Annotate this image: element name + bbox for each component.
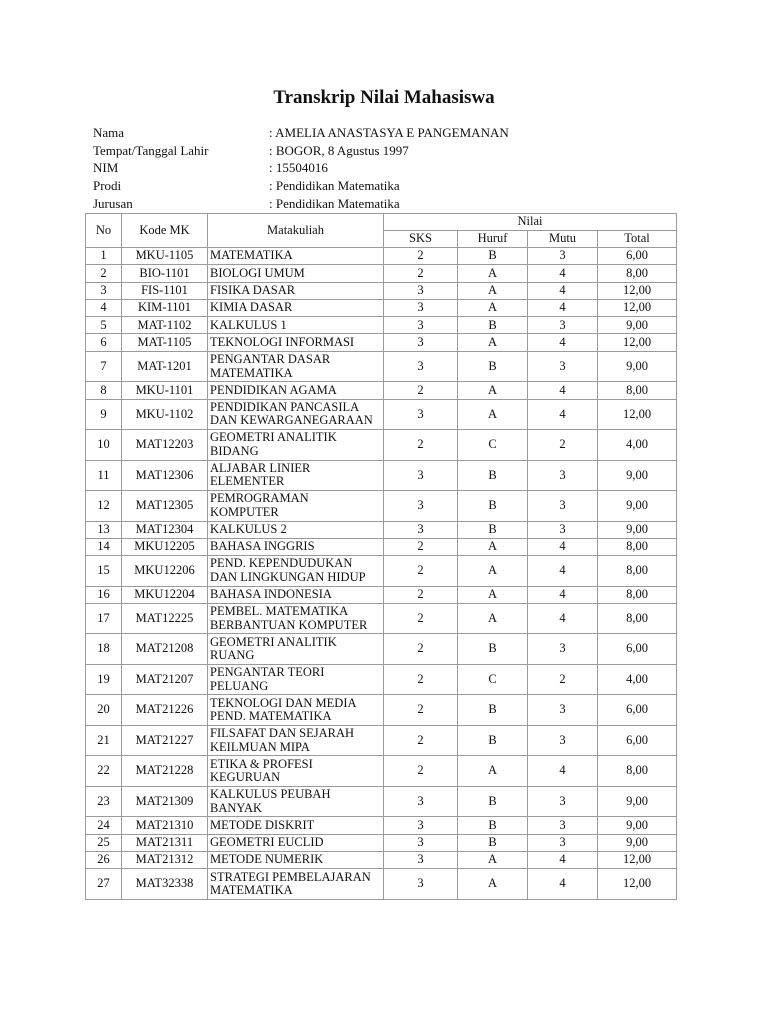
cell-huruf: A bbox=[458, 852, 528, 869]
header-total: Total bbox=[598, 231, 677, 248]
cell-total: 6,00 bbox=[598, 725, 677, 756]
cell-no: 13 bbox=[86, 521, 122, 538]
cell-matakuliah bbox=[208, 382, 384, 399]
table-row bbox=[86, 282, 677, 299]
info-value: : Pendidikan Matematika bbox=[269, 178, 400, 194]
info-label: Nama bbox=[93, 125, 125, 141]
cell-huruf: A bbox=[458, 334, 528, 351]
cell-sks: 2 bbox=[384, 756, 458, 787]
table-row bbox=[86, 556, 677, 587]
matakuliah-line: PEND. KEPENDUDUKAN bbox=[210, 556, 353, 571]
cell-no: 26 bbox=[86, 852, 122, 869]
cell-no: 18 bbox=[86, 634, 122, 665]
cell-mutu: 3 bbox=[528, 817, 598, 834]
table-row bbox=[86, 634, 677, 665]
matakuliah-line: STRATEGI PEMBELAJARAN bbox=[210, 869, 371, 884]
matakuliah-line: KALKULUS 2 bbox=[210, 521, 287, 536]
cell-total: 8,00 bbox=[598, 265, 677, 282]
cell-sks: 3 bbox=[384, 351, 458, 382]
table-row bbox=[86, 351, 677, 382]
student-info bbox=[93, 124, 509, 212]
table-row bbox=[86, 317, 677, 334]
cell-mutu: 4 bbox=[528, 586, 598, 603]
cell-matakuliah bbox=[208, 538, 384, 555]
cell-kode-mk: MAT21227 bbox=[122, 725, 208, 756]
cell-kode-mk: FIS-1101 bbox=[122, 282, 208, 299]
cell-mutu: 4 bbox=[528, 334, 598, 351]
cell-no: 19 bbox=[86, 664, 122, 695]
cell-no: 2 bbox=[86, 265, 122, 282]
cell-mutu: 3 bbox=[528, 317, 598, 334]
matakuliah-line: GEOMETRI ANALITIK bbox=[210, 430, 337, 445]
cell-huruf: B bbox=[458, 317, 528, 334]
cell-sks: 3 bbox=[384, 334, 458, 351]
matakuliah-line: GEOMETRI EUCLID bbox=[210, 835, 324, 850]
matakuliah-line: PEMBEL. MATEMATIKA bbox=[210, 604, 349, 619]
cell-huruf: A bbox=[458, 382, 528, 399]
matakuliah-line: BIOLOGI UMUM bbox=[210, 265, 305, 280]
cell-matakuliah bbox=[208, 521, 384, 538]
cell-total: 12,00 bbox=[598, 869, 677, 900]
cell-kode-mk: MAT21312 bbox=[122, 852, 208, 869]
cell-kode-mk: MAT21311 bbox=[122, 834, 208, 851]
cell-total: 9,00 bbox=[598, 491, 677, 522]
cell-kode-mk: MAT-1105 bbox=[122, 334, 208, 351]
cell-matakuliah bbox=[208, 399, 384, 430]
cell-total: 8,00 bbox=[598, 556, 677, 587]
cell-kode-mk: MKU-1101 bbox=[122, 382, 208, 399]
cell-mutu: 3 bbox=[528, 248, 598, 265]
cell-matakuliah bbox=[208, 664, 384, 695]
cell-no: 25 bbox=[86, 834, 122, 851]
table-row bbox=[86, 430, 677, 461]
cell-total: 9,00 bbox=[598, 786, 677, 817]
matakuliah-line: TEKNOLOGI INFORMASI bbox=[210, 334, 355, 349]
cell-mutu: 4 bbox=[528, 399, 598, 430]
matakuliah-line: ETIKA & PROFESI bbox=[210, 756, 313, 771]
cell-kode-mk: MKU-1105 bbox=[122, 248, 208, 265]
matakuliah-line: PEND. MATEMATIKA bbox=[210, 709, 332, 724]
cell-sks: 2 bbox=[384, 695, 458, 726]
cell-total: 12,00 bbox=[598, 334, 677, 351]
cell-total: 4,00 bbox=[598, 430, 677, 461]
cell-total: 9,00 bbox=[598, 817, 677, 834]
table-row bbox=[86, 725, 677, 756]
table-row bbox=[86, 491, 677, 522]
cell-mutu: 4 bbox=[528, 282, 598, 299]
cell-huruf: B bbox=[458, 521, 528, 538]
cell-no: 22 bbox=[86, 756, 122, 787]
cell-matakuliah bbox=[208, 282, 384, 299]
grades-table-body bbox=[86, 248, 677, 900]
matakuliah-line: PELUANG bbox=[210, 678, 269, 693]
matakuliah-line: KEGURUAN bbox=[210, 770, 281, 785]
table-row bbox=[86, 834, 677, 851]
cell-no: 27 bbox=[86, 869, 122, 900]
cell-sks: 3 bbox=[384, 299, 458, 316]
table-row bbox=[86, 756, 677, 787]
cell-total: 6,00 bbox=[598, 695, 677, 726]
table-row bbox=[86, 852, 677, 869]
cell-no: 14 bbox=[86, 538, 122, 555]
cell-sks: 2 bbox=[384, 725, 458, 756]
header-kode-mk: Kode MK bbox=[122, 214, 208, 248]
matakuliah-line: BANYAK bbox=[210, 800, 263, 815]
cell-sks: 3 bbox=[384, 834, 458, 851]
cell-mutu: 3 bbox=[528, 491, 598, 522]
cell-matakuliah bbox=[208, 299, 384, 316]
cell-mutu: 4 bbox=[528, 538, 598, 555]
table-row bbox=[86, 521, 677, 538]
table-row bbox=[86, 382, 677, 399]
cell-sks: 3 bbox=[384, 317, 458, 334]
cell-no: 8 bbox=[86, 382, 122, 399]
cell-matakuliah bbox=[208, 852, 384, 869]
cell-huruf: A bbox=[458, 299, 528, 316]
cell-total: 9,00 bbox=[598, 834, 677, 851]
cell-no: 6 bbox=[86, 334, 122, 351]
cell-matakuliah bbox=[208, 317, 384, 334]
cell-kode-mk: MAT21208 bbox=[122, 634, 208, 665]
cell-sks: 2 bbox=[384, 603, 458, 634]
cell-kode-mk: MAT21207 bbox=[122, 664, 208, 695]
cell-matakuliah bbox=[208, 634, 384, 665]
cell-no: 24 bbox=[86, 817, 122, 834]
cell-total: 8,00 bbox=[598, 603, 677, 634]
matakuliah-line: RUANG bbox=[210, 648, 255, 663]
cell-sks: 3 bbox=[384, 852, 458, 869]
cell-matakuliah bbox=[208, 817, 384, 834]
table-row bbox=[86, 334, 677, 351]
cell-total: 9,00 bbox=[598, 521, 677, 538]
header-huruf: Huruf bbox=[458, 231, 528, 248]
matakuliah-line: DAN KEWARGANEGARAAN bbox=[210, 413, 373, 428]
info-label: NIM bbox=[93, 160, 119, 176]
table-row bbox=[86, 265, 677, 282]
matakuliah-line: GEOMETRI ANALITIK bbox=[210, 634, 337, 649]
matakuliah-line: KIMIA DASAR bbox=[210, 300, 293, 315]
matakuliah-line: KALKULUS PEUBAH bbox=[210, 787, 331, 802]
table-row bbox=[86, 817, 677, 834]
cell-mutu: 3 bbox=[528, 521, 598, 538]
cell-sks: 3 bbox=[384, 817, 458, 834]
matakuliah-line: FILSAFAT DAN SEJARAH bbox=[210, 726, 355, 741]
cell-huruf: A bbox=[458, 556, 528, 587]
matakuliah-line: MATEMATIKA bbox=[210, 248, 293, 263]
cell-huruf: A bbox=[458, 538, 528, 555]
cell-matakuliah bbox=[208, 586, 384, 603]
cell-matakuliah bbox=[208, 248, 384, 265]
cell-mutu: 4 bbox=[528, 382, 598, 399]
cell-kode-mk: MAT21226 bbox=[122, 695, 208, 726]
cell-no: 21 bbox=[86, 725, 122, 756]
cell-huruf: A bbox=[458, 265, 528, 282]
cell-kode-mk: MAT21310 bbox=[122, 817, 208, 834]
matakuliah-line: TEKNOLOGI DAN MEDIA bbox=[210, 695, 357, 710]
info-value: : Pendidikan Matematika bbox=[269, 195, 400, 211]
cell-sks: 3 bbox=[384, 869, 458, 900]
table-row bbox=[86, 248, 677, 265]
matakuliah-line: PEMROGRAMAN bbox=[210, 491, 309, 506]
cell-sks: 2 bbox=[384, 664, 458, 695]
cell-mutu: 2 bbox=[528, 430, 598, 461]
cell-matakuliah bbox=[208, 725, 384, 756]
cell-total: 8,00 bbox=[598, 382, 677, 399]
cell-total: 12,00 bbox=[598, 399, 677, 430]
matakuliah-line: BERBANTUAN KOMPUTER bbox=[210, 617, 368, 632]
table-row bbox=[86, 603, 677, 634]
matakuliah-line: BAHASA INDONESIA bbox=[210, 587, 332, 602]
cell-kode-mk: MAT12225 bbox=[122, 603, 208, 634]
cell-matakuliah bbox=[208, 460, 384, 491]
cell-kode-mk: MAT-1102 bbox=[122, 317, 208, 334]
cell-matakuliah bbox=[208, 334, 384, 351]
cell-sks: 2 bbox=[384, 634, 458, 665]
table-row bbox=[86, 460, 677, 491]
matakuliah-line: BAHASA INGGRIS bbox=[210, 539, 315, 554]
cell-total: 4,00 bbox=[598, 664, 677, 695]
cell-huruf: B bbox=[458, 725, 528, 756]
matakuliah-line: ELEMENTER bbox=[210, 474, 285, 489]
cell-huruf: B bbox=[458, 817, 528, 834]
cell-total: 9,00 bbox=[598, 317, 677, 334]
cell-mutu: 3 bbox=[528, 695, 598, 726]
cell-matakuliah bbox=[208, 491, 384, 522]
info-label: Jurusan bbox=[93, 195, 133, 211]
cell-sks: 3 bbox=[384, 399, 458, 430]
cell-no: 12 bbox=[86, 491, 122, 522]
matakuliah-line: KOMPUTER bbox=[210, 504, 279, 519]
cell-huruf: B bbox=[458, 351, 528, 382]
info-value: : 15504016 bbox=[269, 160, 328, 176]
info-row-tempat-tanggal-lahir bbox=[93, 142, 509, 160]
grades-table bbox=[85, 213, 677, 900]
matakuliah-line: PENDIDIKAN AGAMA bbox=[210, 382, 337, 397]
cell-huruf: B bbox=[458, 491, 528, 522]
matakuliah-line: PENGANTAR TEORI bbox=[210, 665, 325, 680]
cell-no: 7 bbox=[86, 351, 122, 382]
cell-huruf: B bbox=[458, 695, 528, 726]
cell-huruf: A bbox=[458, 586, 528, 603]
matakuliah-line: METODE DISKRIT bbox=[210, 817, 315, 832]
cell-no: 10 bbox=[86, 430, 122, 461]
info-label: Prodi bbox=[93, 178, 122, 194]
cell-sks: 2 bbox=[384, 586, 458, 603]
table-row bbox=[86, 869, 677, 900]
cell-no: 5 bbox=[86, 317, 122, 334]
table-row bbox=[86, 586, 677, 603]
cell-no: 16 bbox=[86, 586, 122, 603]
cell-no: 1 bbox=[86, 248, 122, 265]
cell-huruf: B bbox=[458, 248, 528, 265]
cell-sks: 2 bbox=[384, 248, 458, 265]
cell-matakuliah bbox=[208, 834, 384, 851]
cell-mutu: 3 bbox=[528, 834, 598, 851]
matakuliah-line: DAN LINGKUNGAN HIDUP bbox=[210, 569, 366, 584]
matakuliah-line: KALKULUS 1 bbox=[210, 317, 287, 332]
cell-kode-mk: MAT12203 bbox=[122, 430, 208, 461]
cell-kode-mk: MAT12306 bbox=[122, 460, 208, 491]
cell-no: 17 bbox=[86, 603, 122, 634]
cell-mutu: 4 bbox=[528, 852, 598, 869]
cell-kode-mk: MKU-1102 bbox=[122, 399, 208, 430]
cell-no: 9 bbox=[86, 399, 122, 430]
cell-kode-mk: MAT21228 bbox=[122, 756, 208, 787]
cell-total: 8,00 bbox=[598, 756, 677, 787]
info-row-prodi bbox=[93, 177, 509, 195]
header-row bbox=[86, 214, 677, 231]
cell-sks: 3 bbox=[384, 521, 458, 538]
cell-huruf: B bbox=[458, 786, 528, 817]
cell-matakuliah bbox=[208, 265, 384, 282]
info-value: : AMELIA ANASTASYA E PANGEMANAN bbox=[269, 125, 509, 141]
cell-total: 6,00 bbox=[598, 248, 677, 265]
cell-sks: 2 bbox=[384, 265, 458, 282]
cell-mutu: 4 bbox=[528, 869, 598, 900]
cell-matakuliah bbox=[208, 786, 384, 817]
info-row-jurusan bbox=[93, 194, 509, 212]
cell-huruf: C bbox=[458, 430, 528, 461]
cell-matakuliah bbox=[208, 603, 384, 634]
cell-total: 9,00 bbox=[598, 460, 677, 491]
cell-mutu: 3 bbox=[528, 634, 598, 665]
cell-huruf: B bbox=[458, 634, 528, 665]
table-row bbox=[86, 538, 677, 555]
matakuliah-line: KEILMUAN MIPA bbox=[210, 739, 310, 754]
cell-mutu: 3 bbox=[528, 351, 598, 382]
header-no: No bbox=[86, 214, 122, 248]
cell-huruf: B bbox=[458, 834, 528, 851]
cell-sks: 2 bbox=[384, 430, 458, 461]
table-row bbox=[86, 695, 677, 726]
cell-matakuliah bbox=[208, 430, 384, 461]
table-row bbox=[86, 664, 677, 695]
cell-sks: 3 bbox=[384, 786, 458, 817]
info-label: Tempat/Tanggal Lahir bbox=[93, 142, 209, 158]
cell-total: 6,00 bbox=[598, 634, 677, 665]
cell-huruf: A bbox=[458, 603, 528, 634]
matakuliah-line: FISIKA DASAR bbox=[210, 282, 296, 297]
cell-mutu: 4 bbox=[528, 299, 598, 316]
cell-no: 4 bbox=[86, 299, 122, 316]
cell-matakuliah bbox=[208, 869, 384, 900]
cell-no: 23 bbox=[86, 786, 122, 817]
cell-kode-mk: MKU12204 bbox=[122, 586, 208, 603]
info-row-nama bbox=[93, 124, 509, 142]
cell-huruf: B bbox=[458, 460, 528, 491]
cell-no: 20 bbox=[86, 695, 122, 726]
cell-huruf: A bbox=[458, 756, 528, 787]
cell-huruf: C bbox=[458, 664, 528, 695]
cell-no: 11 bbox=[86, 460, 122, 491]
cell-sks: 2 bbox=[384, 538, 458, 555]
table-row bbox=[86, 786, 677, 817]
cell-mutu: 4 bbox=[528, 603, 598, 634]
header-sks: SKS bbox=[384, 231, 458, 248]
cell-kode-mk: MAT12305 bbox=[122, 491, 208, 522]
matakuliah-line: MATEMATIKA bbox=[210, 365, 293, 380]
cell-mutu: 4 bbox=[528, 265, 598, 282]
cell-sks: 2 bbox=[384, 556, 458, 587]
cell-mutu: 4 bbox=[528, 556, 598, 587]
info-value: : BOGOR, 8 Agustus 1997 bbox=[269, 142, 409, 158]
cell-no: 15 bbox=[86, 556, 122, 587]
cell-no: 3 bbox=[86, 282, 122, 299]
cell-total: 12,00 bbox=[598, 282, 677, 299]
cell-mutu: 3 bbox=[528, 460, 598, 491]
matakuliah-line: BIDANG bbox=[210, 443, 259, 458]
cell-matakuliah bbox=[208, 351, 384, 382]
cell-mutu: 3 bbox=[528, 786, 598, 817]
cell-mutu: 3 bbox=[528, 725, 598, 756]
header-matakuliah: Matakuliah bbox=[208, 214, 384, 248]
cell-sks: 3 bbox=[384, 460, 458, 491]
header-mutu: Mutu bbox=[528, 231, 598, 248]
cell-kode-mk: BIO-1101 bbox=[122, 265, 208, 282]
matakuliah-line: PENDIDIKAN PANCASILA bbox=[210, 399, 360, 414]
matakuliah-line: MATEMATIKA bbox=[210, 883, 293, 898]
cell-kode-mk: MAT12304 bbox=[122, 521, 208, 538]
cell-total: 8,00 bbox=[598, 586, 677, 603]
cell-matakuliah bbox=[208, 556, 384, 587]
cell-total: 9,00 bbox=[598, 351, 677, 382]
table-row bbox=[86, 299, 677, 316]
cell-kode-mk: MKU12206 bbox=[122, 556, 208, 587]
header-nilai: Nilai bbox=[384, 214, 677, 231]
info-row-nim bbox=[93, 159, 509, 177]
table-row bbox=[86, 399, 677, 430]
cell-kode-mk: MAT32338 bbox=[122, 869, 208, 900]
matakuliah-line: METODE NUMERIK bbox=[210, 852, 324, 867]
matakuliah-line: ALJABAR LINIER bbox=[210, 460, 311, 475]
matakuliah-line: PENGANTAR DASAR bbox=[210, 352, 331, 367]
cell-total: 8,00 bbox=[598, 538, 677, 555]
cell-matakuliah bbox=[208, 756, 384, 787]
cell-total: 12,00 bbox=[598, 299, 677, 316]
cell-kode-mk: MKU12205 bbox=[122, 538, 208, 555]
cell-huruf: A bbox=[458, 869, 528, 900]
cell-total: 12,00 bbox=[598, 852, 677, 869]
cell-mutu: 2 bbox=[528, 664, 598, 695]
cell-kode-mk: MAT21309 bbox=[122, 786, 208, 817]
cell-sks: 2 bbox=[384, 382, 458, 399]
page-title: Transkrip Nilai Mahasiswa bbox=[273, 87, 495, 108]
cell-mutu: 4 bbox=[528, 756, 598, 787]
cell-kode-mk: MAT-1201 bbox=[122, 351, 208, 382]
cell-kode-mk: KIM-1101 bbox=[122, 299, 208, 316]
cell-sks: 3 bbox=[384, 282, 458, 299]
cell-matakuliah bbox=[208, 695, 384, 726]
cell-sks: 3 bbox=[384, 491, 458, 522]
cell-huruf: A bbox=[458, 399, 528, 430]
cell-huruf: A bbox=[458, 282, 528, 299]
